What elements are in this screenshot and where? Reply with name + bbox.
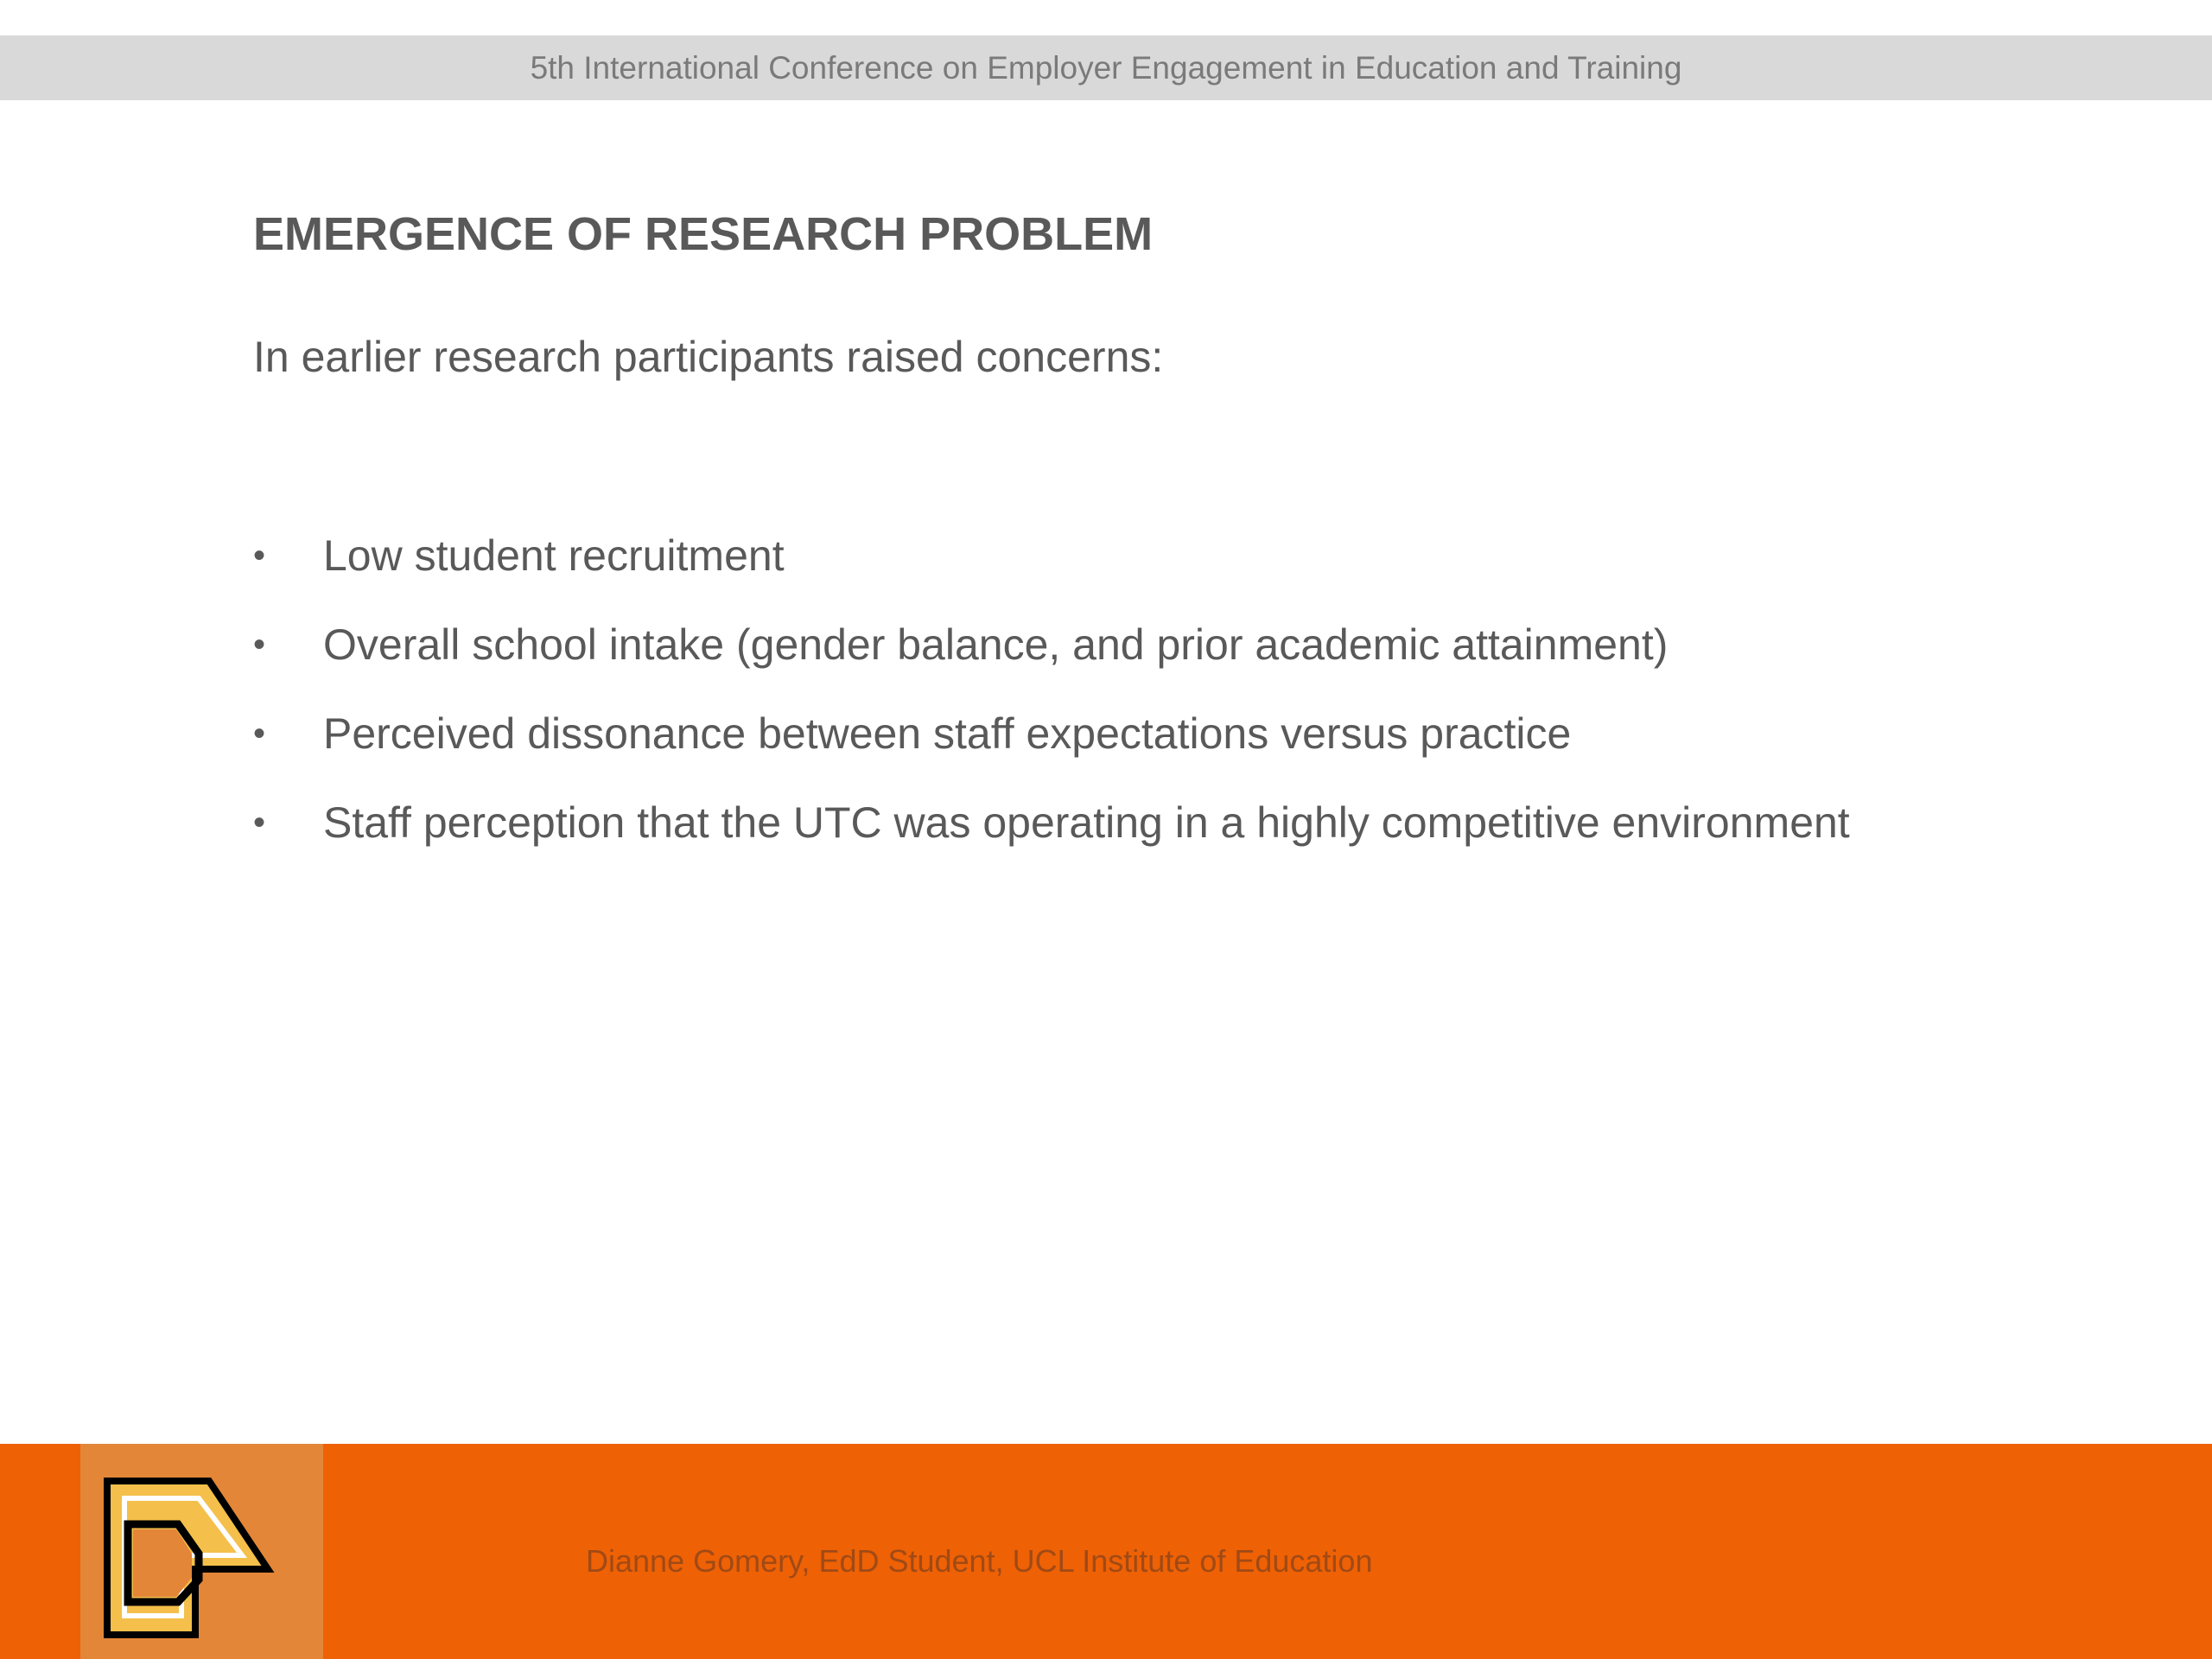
slide-title: EMERGENCE OF RESEARCH PROBLEM (253, 208, 1154, 260)
bullet-marker: • (253, 537, 266, 575)
author-credit: Dianne Gomery, EdD Student, UCL Institute of Education (586, 1543, 1373, 1579)
bullet-text: Low student recruitment (323, 531, 785, 580)
bullet-text: Overall school intake (gender balance, and prior academic attainment) (323, 620, 1669, 669)
bullet-marker: • (253, 715, 266, 753)
bullet-marker: • (253, 626, 266, 664)
bullet-marker: • (253, 804, 266, 842)
intro-text: In earlier research participants raised concerns: (253, 333, 1164, 381)
conference-title: 5th International Conference on Employer Engagement in Education and Training (530, 50, 1682, 86)
ucl-ioe-logo-icon (102, 1476, 275, 1640)
bullet-text: Perceived dissonance between staff expectations versus practice (323, 709, 1572, 758)
bullet-text: Staff perception that the UTC was operating in a highly competitive environment (323, 798, 1850, 847)
